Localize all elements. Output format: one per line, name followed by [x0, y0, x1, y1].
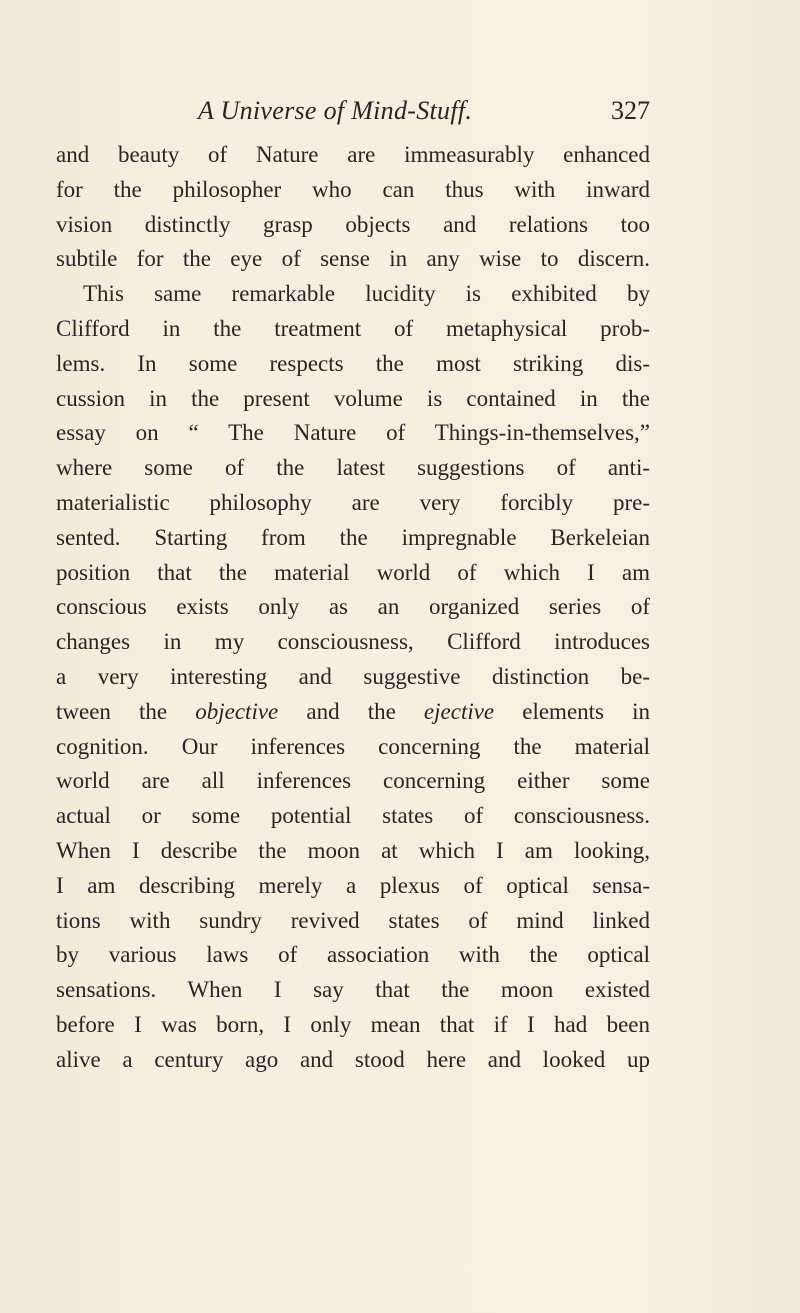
text-line-italic-terms	[56, 695, 650, 730]
body-text	[56, 138, 650, 1078]
text-line: changes in my consciousness, Clifford introduces	[56, 629, 650, 655]
text-line: tions with sundry revived states of mind linked	[56, 907, 650, 933]
text-line: This same remarkable lucidity is exhibited by	[83, 281, 650, 307]
text-line: world are all inferences concerning either some	[56, 768, 650, 794]
text-fragment: and the	[278, 698, 424, 724]
text-line: for the philosopher who can thus with inward	[56, 176, 650, 202]
text-line: conscious exists only as an organized series of	[56, 594, 650, 620]
text-line: essay on “ The Nature of Things-in-themselves,”	[56, 420, 650, 446]
text-line: actual or some potential states of consciousness.	[56, 803, 650, 829]
text-line: position that the material world of which I am	[56, 559, 650, 585]
text-line: sensations. When I say that the moon existed	[56, 977, 650, 1003]
italic-term-objective: objective	[195, 698, 279, 724]
text-line: and beauty of Nature are immeasurably enhanced	[56, 142, 650, 167]
text-line: lems. In some respects the most striking dis-	[56, 350, 650, 376]
text-line: by various laws of association with the optical	[56, 942, 650, 968]
text-line: I am describing merely a plexus of optical sensa-	[56, 872, 650, 898]
text-line: where some of the latest suggestions of anti-	[56, 455, 650, 481]
text-line: materialistic philosophy are very forcibly pre-	[56, 489, 650, 515]
text-fragment: tween the	[56, 698, 196, 724]
running-title: A Universe of Mind-Stuff.	[198, 96, 473, 125]
text-line: cussion in the present volume is contained in the	[56, 385, 650, 411]
page-number: 327	[611, 96, 650, 125]
text-fragment: elements in	[494, 698, 651, 724]
text-line: cognition. Our inferences concerning the material	[56, 733, 650, 759]
text-line: When I describe the moon at which I am looking,	[56, 837, 650, 863]
running-head	[56, 96, 650, 136]
italic-term-ejective: ejective	[423, 698, 495, 724]
text-line: Clifford in the treatment of metaphysical prob-	[56, 315, 650, 341]
text-line: sented. Starting from the impregnable Berkeleian	[56, 524, 650, 550]
text-line: alive a century ago and stood here and looked up	[56, 1046, 650, 1072]
text-line: before I was born, I only mean that if I had been	[56, 1011, 650, 1037]
text-line: a very interesting and suggestive distinction be-	[56, 663, 650, 689]
text-line: subtile for the eye of sense in any wise to discern.	[56, 246, 650, 272]
text-line: vision distinctly grasp objects and relations too	[56, 211, 650, 237]
